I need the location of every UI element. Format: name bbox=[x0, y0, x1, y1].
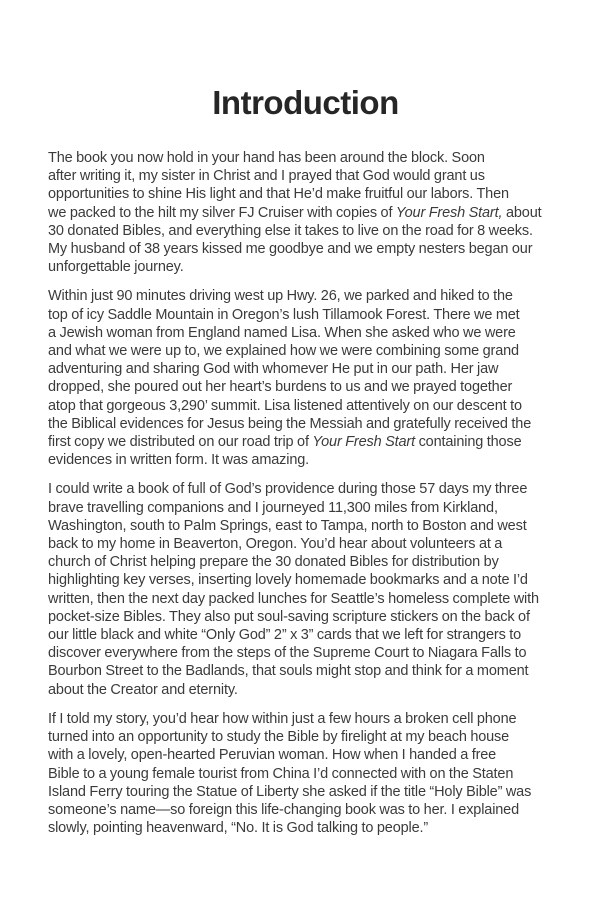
chapter-body bbox=[48, 149, 563, 837]
paragraph: Within just 90 minutes driving west up Hwy. 26, we parked and hiked to the top of icy Saddle Mountain in Oregon’s lush Tillamook Forest. There we met a Jewish woman from England named Lisa. When she asked who we were and what we were up to, we explained how we were combining some grand adventuring and sharing God with whomever He put in our path. Her jaw dropped, she poured out her heart’s burdens to us and we prayed together atop that gorgeous 3,290’ summit. Lisa listened attentively on our descent to the Biblical evidences for Jesus being the Messiah and gratefully received the first copy we distributed on our road trip of Your Fresh Start containing those evidences in written form. It was amazing. bbox=[48, 288, 532, 469]
paragraph: The book you now hold in your hand has been around the block. Soon after writing it, my sister in Christ and I prayed that God would grant us opportunities to shine His light and that He’d make fruitful our labors. Then we packed to the hilt my silver FJ Cruiser with copies of Your Fresh Start, about 30 donated Bibles, and everything else it takes to live on the road for 8 weeks. My husband of 38 years kissed me goodbye and we empty nesters began our unforgettable journey. bbox=[48, 150, 542, 276]
paragraph: I could write a book of full of God’s providence during those 57 days my three brave travelling companions and I journeyed 11,300 miles from Kirkland, Washington, south to Palm Springs, east to Tampa, north to Boston and west back to my home in Beaverton, Oregon. You’d hear about volunteers at a church of Christ helping prepare the 30 donated Bibles for distribution by highlighting key verses, inserting lovely homemade bookmarks and a note I’d written, then the next day packed lunches for Seattle’s homeless complete with pocket-size Bibles. They also put soul-saving scripture stickers on the back of our little black and white “Only God” 2” x 3” cards that we left for strangers to discover everywhere from the steps of the Supreme Court to Niagara Falls to Bourbon Street to the Badlands, that souls might stop and think for a moment about the Creator and eternity. bbox=[48, 481, 539, 698]
paragraph: If I told my story, you’d hear how within just a few hours a broken cell phone turned into an opportunity to study the Bible by firelight at my beach house with a lovely, open-hearted Peruvian woman. How when I handed a free Bible to a young female tourist from China I’d connected with on the Staten Island Ferry touring the Statue of Liberty she asked if the title “Holy Bible” was someone’s name—so foreign this life-changing book was to her. I explained slowly, pointing heavenward, “No. It is God talking to people.” bbox=[48, 710, 532, 837]
chapter-title: Introduction bbox=[212, 84, 399, 121]
